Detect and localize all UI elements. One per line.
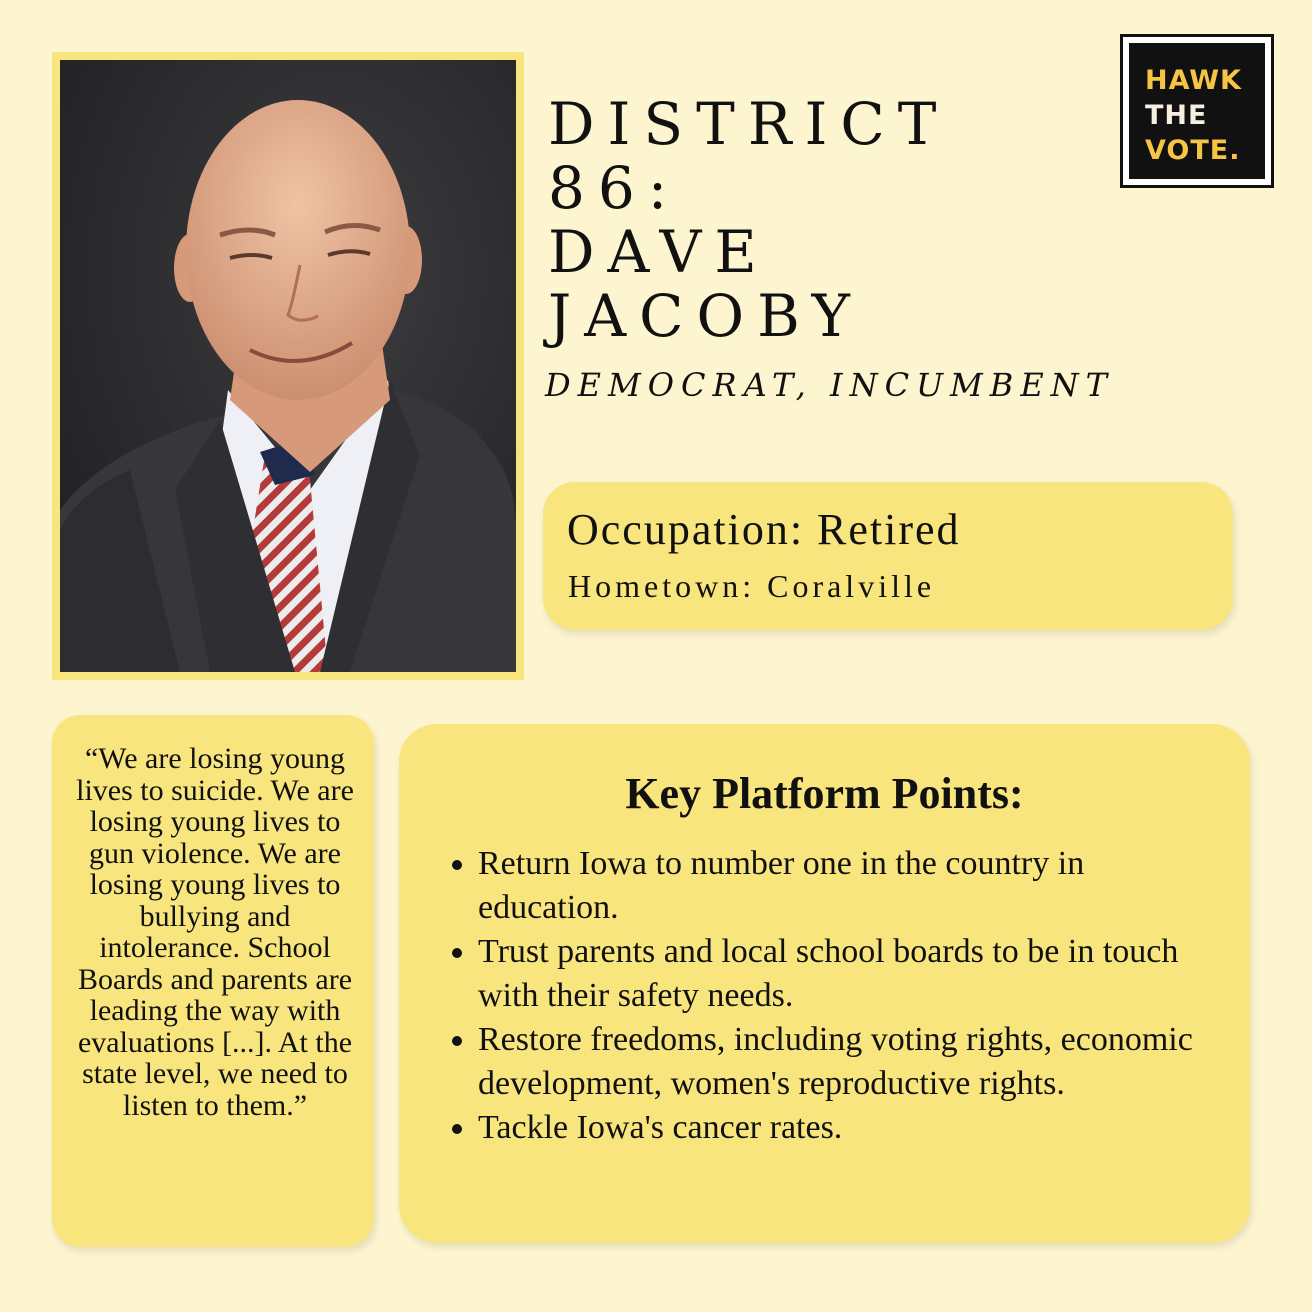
- logo-line-2: THE: [1145, 100, 1208, 131]
- platform-point: • Trust parents and local school boards to be in touch with their safety needs.: [478, 930, 1210, 1018]
- candidate-portrait: [60, 60, 516, 672]
- occupation-text: Occupation: Retired: [567, 505, 961, 554]
- platform-point: • Return Iowa to number one in the country in education.: [478, 842, 1210, 930]
- platform-point: • Tackle Iowa's cancer rates.: [478, 1106, 1210, 1150]
- title-last-name: JACOBY: [548, 282, 863, 350]
- platform-title: Key Platform Points:: [625, 769, 1024, 818]
- party-affiliation: DEMOCRAT, INCUMBENT: [545, 366, 1115, 404]
- hawk-the-vote-logo: [1120, 34, 1274, 188]
- platform-point: • Restore freedoms, including voting rights, economic development, women's reproductive rights.: [478, 1018, 1210, 1106]
- platform-points-list: [449, 842, 1210, 1150]
- details-card: [543, 482, 1233, 630]
- logo-background: [1129, 43, 1265, 179]
- quote-card: [52, 715, 374, 1247]
- candidate-quote: “We are losing young lives to suicide. We are losing young lives to gun violence. We are losing young lives to bullying and intolerance. School Boards and parents are leading the way with evaluations [...]. At the state level, we need to listen to them.”: [76, 742, 354, 1122]
- hometown-text: Hometown: Coralville: [568, 568, 936, 604]
- photo-frame: [52, 52, 524, 680]
- title-district: DISTRICT: [548, 90, 950, 158]
- platform-card: [399, 724, 1250, 1243]
- title-district-number: 86:: [548, 154, 681, 222]
- logo-line-3: VOTE.: [1145, 135, 1241, 166]
- title-first-name: DAVE: [548, 218, 770, 286]
- logo-text: [1145, 63, 1242, 168]
- page-title: [548, 92, 949, 348]
- logo-line-1: HAWK: [1145, 65, 1242, 96]
